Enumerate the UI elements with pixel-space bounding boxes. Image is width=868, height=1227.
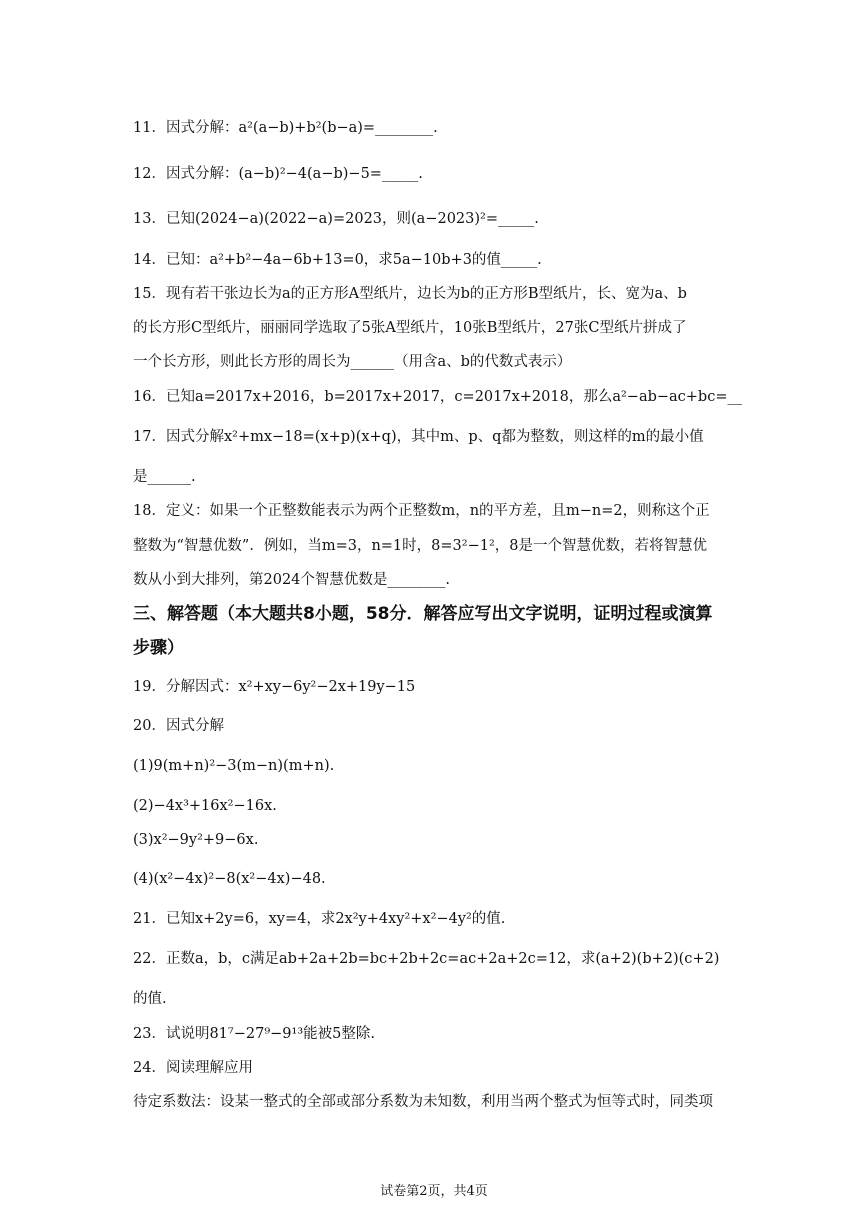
question-15-line2: 的长方形C型纸片，丽丽同学选取了5张A型纸片，10张B型纸片，27张C型纸片拼成了	[133, 320, 687, 336]
question-13: 13．已知(2024−a)(2022−a)=2023，则(a−2023)²=_____.	[133, 211, 539, 227]
question-22-line1: 22．正数a，b，c满足ab+2a+2b=bc+2b+2c=ac+2a+2c=12，求(a+2)(b+2)(c+2)	[133, 951, 720, 967]
question-11: 11．因式分解：a²(a−b)+b²(b−a)=________.	[133, 120, 438, 136]
section-heading-line1: 三、解答题（本大题共8小题，58分．解答应写出文字说明，证明过程或演算	[133, 604, 713, 624]
question-15-line1: 15．现有若干张边长为a的正方形A型纸片，边长为b的正方形B型纸片，长、宽为a、b	[133, 286, 687, 302]
question-20-part1: (1)9(m+n)²−3(m−n)(m+n).	[133, 758, 335, 774]
question-21: 21．已知x+2y=6，xy=4，求2x²y+4xy²+x²−4y²的值.	[133, 911, 506, 927]
question-12: 12．因式分解：(a−b)²−4(a−b)−5=_____.	[133, 166, 423, 182]
question-18-line3: 数从小到大排列，第2024个智慧优数是________.	[133, 572, 451, 588]
question-18-line1: 18．定义：如果一个正整数能表示为两个正整数m，n的平方差，且m−n=2，则称这个正	[133, 503, 710, 519]
question-17-line2: 是______.	[133, 469, 196, 485]
question-20-part4: (4)(x²−4x)²−8(x²−4x)−48.	[133, 871, 326, 887]
question-16: 16．已知a=2017x+2016，b=2017x+2017，c=2017x+2018，那么a²−ab−ac+bc=__	[133, 389, 742, 405]
question-20-part3: (3)x²−9y²+9−6x.	[133, 832, 259, 848]
question-24-line2: 待定系数法：设某一整式的全部或部分系数为未知数，利用当两个整式为恒等式时，同类项	[133, 1094, 713, 1110]
section-heading-line2: 步骤）	[133, 638, 184, 658]
question-24: 24．阅读理解应用	[133, 1060, 253, 1076]
question-15-line3: 一个长方形，则此长方形的周长为______（用含a、b的代数式表示）	[133, 354, 572, 370]
question-18-line2: 整数为“智慧优数”．例如，当m=3，n=1时，8=3²−1²，8是一个智慧优数，若将智慧优	[133, 538, 707, 554]
question-23: 23．试说明81⁷−27⁹−9¹³能被5整除.	[133, 1026, 375, 1042]
question-20-part2: (2)−4x³+16x²−16x.	[133, 798, 277, 814]
page-footer: 试卷第2页，共4页	[380, 1184, 488, 1199]
question-17-line1: 17．因式分解x²+mx−18=(x+p)(x+q)，其中m、p、q都为整数，则这样的m的最小值	[133, 429, 704, 445]
question-20: 20．因式分解	[133, 718, 224, 734]
question-22-line2: 的值.	[133, 991, 167, 1007]
question-19: 19．分解因式：x²+xy−6y²−2x+19y−15	[133, 679, 416, 695]
question-14: 14．已知：a²+b²−4a−6b+13=0，求5a−10b+3的值_____.	[133, 252, 542, 268]
